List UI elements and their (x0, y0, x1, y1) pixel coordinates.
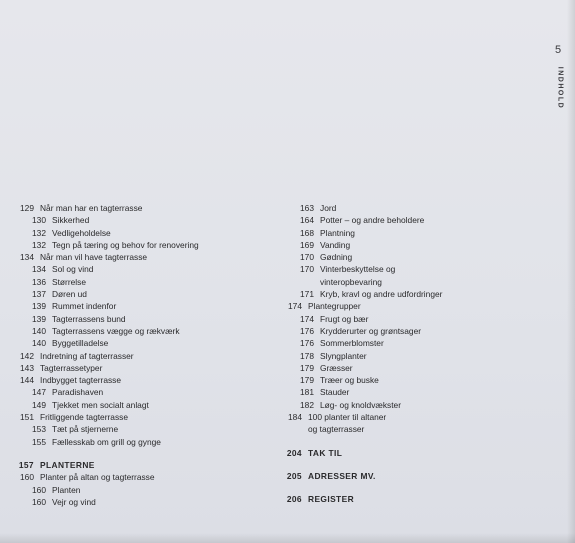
toc-title: Gødning (320, 252, 353, 263)
toc-page-number: 142 (20, 350, 34, 361)
toc-title: Frugt og bær (320, 313, 369, 324)
toc-page-number: 144 (20, 375, 34, 386)
toc-entry (276, 447, 556, 459)
toc-title: Løg- og knoldvækster (320, 399, 401, 410)
toc-page-number: 153 (32, 424, 46, 435)
toc-title: Vedligeholdelse (52, 227, 111, 238)
toc-title: Potter – og andre beholdere (320, 215, 425, 226)
toc-title: Græsser (320, 362, 353, 373)
toc-page-number: 169 (300, 239, 314, 250)
toc-entry (8, 471, 283, 483)
toc-page-number: 160 (32, 496, 46, 507)
toc-title: Stauder (320, 387, 350, 398)
toc-page-number: 139 (32, 301, 46, 312)
toc-title: ADRESSER MV. (308, 470, 376, 481)
section-label: INDHOLD (556, 66, 564, 110)
toc-title: Tagterrassens bund (52, 313, 126, 324)
toc-page-number: 139 (32, 313, 46, 324)
toc-title: Vinterbeskyttelse og (320, 264, 396, 275)
toc-title: Plantning (320, 227, 355, 238)
toc-page-number: 205 (286, 470, 302, 481)
toc-page-number: 179 (300, 362, 314, 373)
toc-page-number: 184 (288, 412, 302, 423)
toc-page-number: 134 (20, 252, 34, 263)
toc-page-number: 176 (300, 338, 314, 349)
toc-page-number: 160 (32, 484, 46, 495)
toc-entry (276, 374, 556, 386)
toc-entry (8, 411, 283, 423)
toc-page-number (276, 423, 302, 435)
toc-entry (8, 214, 283, 226)
toc-title: Fritliggende tagterrasse (40, 412, 128, 423)
toc-page-number: 132 (32, 227, 46, 238)
toc-entry (276, 313, 556, 325)
toc-page-number: 170 (300, 264, 314, 275)
toc-title: Indbygget tagterrasse (40, 375, 122, 386)
toc-entry (276, 263, 556, 275)
toc-spacer (276, 436, 556, 447)
toc-entry (276, 239, 556, 251)
toc-entry (276, 214, 556, 226)
toc-page-number: 179 (300, 375, 314, 386)
toc-spacer (276, 482, 556, 493)
toc-entry (8, 374, 283, 386)
toc-right-column (276, 202, 556, 506)
toc-page-number: 140 (32, 338, 46, 349)
toc-entry (8, 239, 283, 251)
toc-title: Sommerblomster (320, 338, 384, 349)
toc-entry (8, 276, 283, 288)
toc-page-number: 136 (32, 276, 46, 287)
toc-entry (8, 459, 283, 471)
toc-entry (276, 350, 556, 362)
toc-title: Paradishaven (52, 387, 104, 398)
toc-title: Tegn på tæring og behov for renovering (52, 239, 199, 250)
toc-page-number: 176 (300, 325, 314, 336)
toc-page-number: 171 (300, 289, 314, 300)
toc-title: Fællesskab om grill og gynge (52, 436, 161, 447)
toc-title: Størrelse (52, 276, 86, 287)
toc-title: Planten (52, 484, 81, 495)
toc-entry (276, 362, 556, 374)
toc-title: Kryb, kravl og andre udfordringer (320, 289, 443, 300)
toc-page-number: 149 (32, 399, 46, 410)
toc-spacer (276, 459, 556, 470)
toc-title: vinteropbevaring (320, 276, 382, 287)
toc-title: Rummet indenfor (52, 301, 117, 312)
toc-entry (8, 263, 283, 275)
toc-title: Slyngplanter (320, 350, 367, 361)
toc-page-number: 174 (300, 313, 314, 324)
toc-entry (276, 470, 556, 482)
toc-title: Tæt på stjernerne (52, 424, 119, 435)
toc-title: Sol og vind (52, 264, 94, 275)
toc-page-number (276, 276, 314, 288)
toc-title: Byggetilladelse (52, 338, 109, 349)
toc-page-number: 178 (300, 350, 314, 361)
toc-entry (8, 362, 283, 374)
toc-title: Vanding (320, 239, 351, 250)
toc-entry (8, 251, 283, 263)
toc-title: Døren ud (52, 289, 87, 300)
toc-entry (276, 202, 556, 214)
toc-entry (8, 399, 283, 411)
toc-page-number: 168 (300, 227, 314, 238)
toc-entry (276, 399, 556, 411)
toc-entry (276, 411, 556, 423)
toc-entry (8, 337, 283, 349)
toc-title: REGISTER (308, 494, 355, 505)
toc-entry (8, 202, 283, 214)
toc-left-column (8, 202, 283, 508)
toc-title: Jord (320, 203, 337, 213)
toc-page-number: 163 (300, 203, 314, 213)
toc-title: Tjekket men socialt anlagt (52, 399, 149, 410)
toc-entry (276, 288, 556, 300)
toc-entry (8, 350, 283, 362)
toc-page-number: 129 (20, 203, 34, 213)
toc-page-number: 134 (32, 264, 46, 275)
toc-page-number: 164 (300, 215, 314, 226)
toc-entry (276, 227, 556, 239)
toc-page-number: 151 (20, 412, 34, 423)
toc-page-number: 143 (20, 362, 34, 373)
toc-entry (276, 251, 556, 263)
toc-title: Krydderurter og grøntsager (320, 325, 422, 336)
toc-title: Når man vil have tagterrasse (40, 252, 148, 263)
toc-entry (276, 276, 556, 288)
toc-entry (276, 337, 556, 349)
toc-entry (276, 300, 556, 312)
toc-entry (8, 300, 283, 312)
toc-page-number: 157 (18, 459, 34, 470)
toc-title: PLANTERNE (40, 459, 95, 470)
toc-title: Vejr og vind (52, 496, 96, 507)
toc-entry (8, 496, 283, 508)
toc-page-number: 174 (288, 301, 302, 312)
toc-entry (276, 386, 556, 398)
toc-title: Plantegrupper (308, 301, 361, 312)
toc-title: 100 planter til altaner (308, 412, 387, 423)
toc-title: Tagterrassens vægge og rækværk (52, 325, 180, 336)
toc-title: og tagterrasser (308, 424, 365, 435)
toc-title: Når man har en tagterrasse (40, 203, 143, 213)
toc-entry (8, 436, 283, 448)
toc-page-number: 206 (286, 494, 302, 505)
toc-title: Tagterrassetyper (40, 362, 103, 373)
toc-entry (276, 493, 556, 505)
toc-page-number: 181 (300, 387, 314, 398)
toc-page-number: 132 (32, 239, 46, 250)
toc-page-number: 204 (286, 447, 302, 458)
toc-title: Indretning af tagterrasser (40, 350, 134, 361)
toc-page-number: 155 (32, 436, 46, 447)
toc-title: Træer og buske (320, 375, 379, 386)
toc-page-number: 147 (32, 387, 46, 398)
toc-entry (8, 313, 283, 325)
toc-title: TAK TIL (308, 447, 343, 458)
toc-spacer (8, 448, 283, 459)
toc-page-number: 137 (32, 289, 46, 300)
toc-entry (8, 386, 283, 398)
toc-title: Planter på altan og tagterrasse (40, 472, 155, 483)
toc-entry (8, 325, 283, 337)
toc-page-number: 140 (32, 325, 46, 336)
toc-title: Sikkerhed (52, 215, 90, 226)
toc-entry (8, 484, 283, 496)
toc-page-number: 182 (300, 399, 314, 410)
toc-page-number: 130 (32, 215, 46, 226)
page-number: 5 (555, 44, 562, 56)
toc-entry (276, 423, 556, 435)
page-edge-shadow (567, 0, 575, 543)
toc-entry (8, 227, 283, 239)
toc-entry (276, 325, 556, 337)
toc-page-number: 170 (300, 252, 314, 263)
toc-entry (8, 288, 283, 300)
toc-page-number: 160 (20, 472, 34, 483)
toc-entry (8, 423, 283, 435)
